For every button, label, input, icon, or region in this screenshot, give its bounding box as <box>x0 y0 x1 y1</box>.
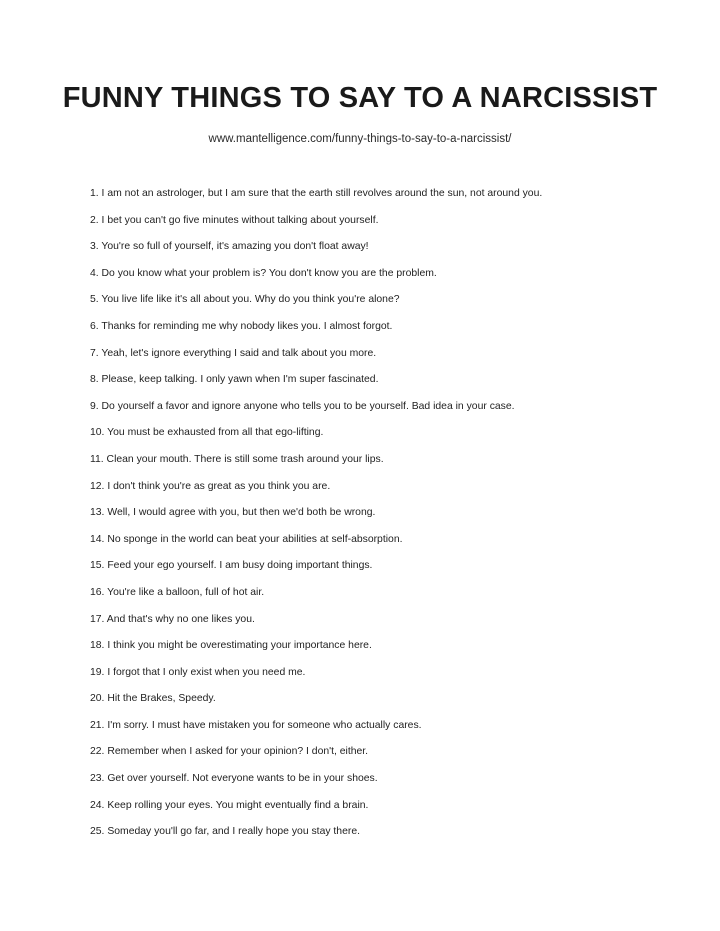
list-item: 3. You're so full of yourself, it's amazing you don't float away! <box>90 241 369 253</box>
list-item: 2. I bet you can't go five minutes without talking about yourself. <box>90 214 379 226</box>
list-item: 11. Clean your mouth. There is still some trash around your lips. <box>90 453 384 465</box>
list-item: 1. I am not an astrologer, but I am sure that the earth still revolves around the sun, not around you. <box>90 188 543 199</box>
phrase-list <box>90 186 690 851</box>
list-item: 13. Well, I would agree with you, but then we'd both be wrong. <box>90 507 376 519</box>
list-item: 8. Please, keep talking. I only yawn when I'm super fascinated. <box>90 374 379 386</box>
list-item: 5. You live life like it's all about you. Why do you think you're alone? <box>90 294 400 306</box>
list-item: 10. You must be exhausted from all that ego-lifting. <box>90 427 324 439</box>
list-item: 14. No sponge in the world can beat your abilities at self-absorption. <box>90 533 403 545</box>
list-item: 12. I don't think you're as great as you think you are. <box>90 480 331 492</box>
list-item: 4. Do you know what your problem is? You don't know you are the problem. <box>90 267 437 279</box>
list-item: 25. Someday you'll go far, and I really hope you stay there. <box>90 826 360 838</box>
list-item: 19. I forgot that I only exist when you need me. <box>90 666 306 678</box>
list-item: 15. Feed your ego yourself. I am busy doing important things. <box>90 560 373 572</box>
list-item: 21. I'm sorry. I must have mistaken you for someone who actually cares. <box>90 719 422 731</box>
list-item: 17. And that's why no one likes you. <box>90 613 255 625</box>
list-item: 18. I think you might be overestimating your importance here. <box>90 640 372 652</box>
page-title: FUNNY THINGS TO SAY TO A NARCISSIST <box>62 82 658 114</box>
list-item: 6. Thanks for reminding me why nobody likes you. I almost forgot. <box>90 320 393 332</box>
list-item: 7. Yeah, let's ignore everything I said and talk about you more. <box>90 347 377 359</box>
source-url: www.mantelligence.com/funny-things-to-say-to-a-narcissist/ <box>208 133 512 145</box>
list-item: 24. Keep rolling your eyes. You might eventually find a brain. <box>90 799 369 811</box>
list-item: 23. Get over yourself. Not everyone wants to be in your shoes. <box>90 773 378 785</box>
list-item: 16. You're like a balloon, full of hot air. <box>90 586 265 598</box>
list-item: 20. Hit the Brakes, Speedy. <box>90 693 216 705</box>
list-item: 22. Remember when I asked for your opinion? I don't, either. <box>90 746 369 758</box>
list-item: 9. Do yourself a favor and ignore anyone who tells you to be yourself. Bad idea in your case. <box>90 400 515 412</box>
